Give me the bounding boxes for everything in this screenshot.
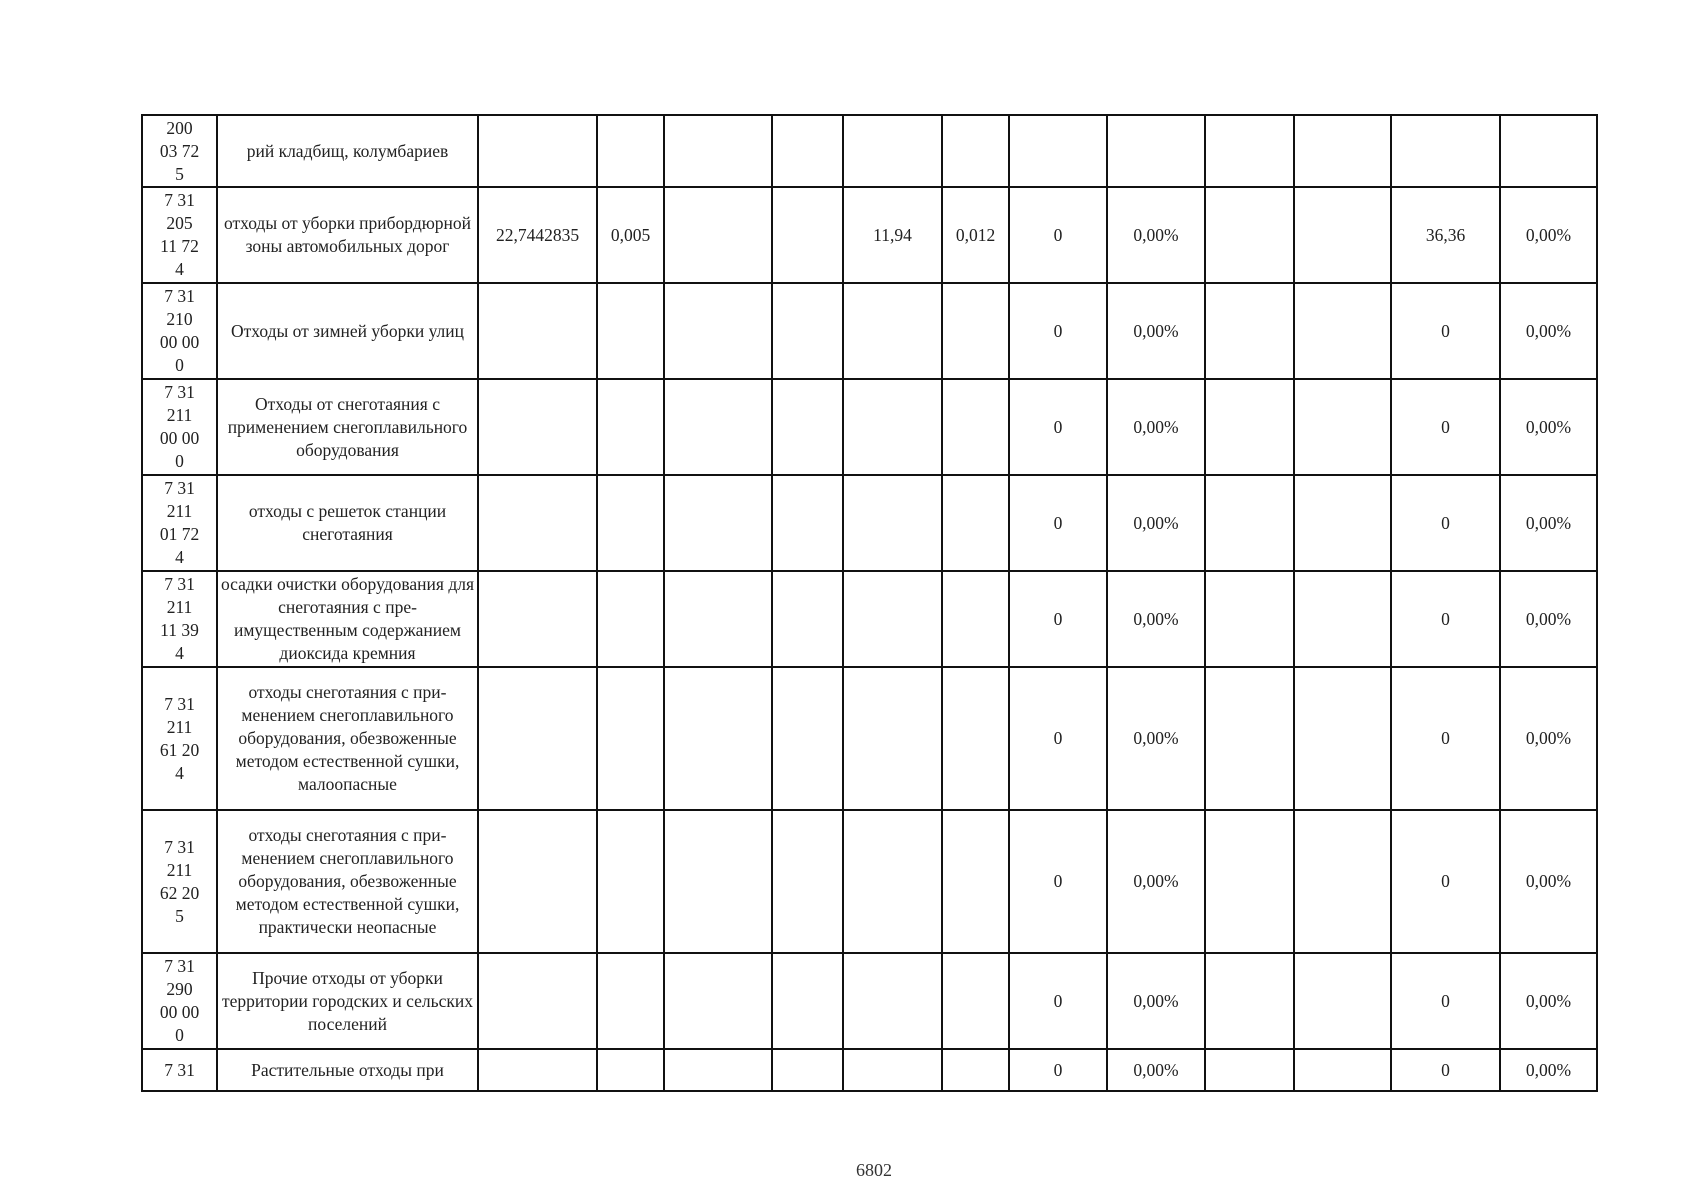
waste-code-line: 01 72 <box>159 524 200 544</box>
value-cell <box>664 667 772 810</box>
value-cell <box>664 1049 772 1091</box>
value-cell <box>843 1049 942 1091</box>
value-cell: 0,00% <box>1107 379 1205 475</box>
value-cell: 0 <box>1391 810 1500 953</box>
value-cell <box>1205 1049 1294 1091</box>
value-cell <box>1009 115 1107 187</box>
value-cell: 0,00% <box>1107 187 1205 283</box>
waste-code-line: 00 00 <box>159 1002 200 1022</box>
waste-code-cell <box>142 283 217 379</box>
waste-code-cell <box>142 379 217 475</box>
value-cell <box>478 1049 597 1091</box>
value-cell: 0,00% <box>1107 810 1205 953</box>
value-cell <box>1294 115 1391 187</box>
waste-code-cell <box>142 115 217 187</box>
waste-name-cell: Прочие отходы от уборки территории городских и сельских поселений <box>217 953 478 1049</box>
waste-code-line: 7 31 <box>164 693 195 714</box>
value-cell <box>478 810 597 953</box>
value-cell <box>664 810 772 953</box>
value-cell: 0 <box>1009 667 1107 810</box>
waste-code-line: 7 31 <box>164 478 195 498</box>
value-cell: 0 <box>1391 571 1500 667</box>
value-cell <box>843 283 942 379</box>
waste-code-line: 0 <box>175 355 184 375</box>
value-cell <box>843 115 942 187</box>
value-cell <box>942 667 1009 810</box>
value-cell <box>843 475 942 571</box>
value-cell <box>942 571 1009 667</box>
table-row <box>142 667 1597 810</box>
value-cell <box>942 115 1009 187</box>
waste-code-line: 7 31 <box>164 190 195 210</box>
value-cell <box>1205 810 1294 953</box>
value-cell: 0 <box>1009 475 1107 571</box>
waste-code-line: 7 31 <box>164 286 195 306</box>
waste-table <box>141 114 1598 1092</box>
value-cell <box>772 667 843 810</box>
waste-name-cell: отходы снеготаяния с применением снегоплавильного оборудования, обезвоженные методом естественной сушки, практически неопасные <box>217 810 478 953</box>
value-cell: 0 <box>1391 1049 1500 1091</box>
value-cell: 0,00% <box>1107 1049 1205 1091</box>
value-cell <box>1205 187 1294 283</box>
value-cell: 0 <box>1009 571 1107 667</box>
value-cell <box>664 475 772 571</box>
value-cell <box>478 379 597 475</box>
page-number: 6802 <box>856 1160 892 1180</box>
table-row <box>142 571 1597 667</box>
value-cell <box>597 475 664 571</box>
waste-code-line: 211 <box>166 501 193 521</box>
waste-code-line: 62 20 <box>159 882 200 903</box>
waste-code-cell <box>142 667 217 810</box>
waste-code-line: 4 <box>175 643 184 663</box>
value-cell <box>664 953 772 1049</box>
value-cell: 0 <box>1009 953 1107 1049</box>
waste-code-line: 211 <box>166 716 193 737</box>
value-cell: 0,00% <box>1107 667 1205 810</box>
value-cell <box>772 1049 843 1091</box>
value-cell: 0,005 <box>597 187 664 283</box>
value-cell <box>1294 475 1391 571</box>
waste-code-cell <box>142 475 217 571</box>
waste-code-cell <box>142 953 217 1049</box>
value-cell <box>664 571 772 667</box>
value-cell: 11,94 <box>843 187 942 283</box>
value-cell <box>1107 115 1205 187</box>
value-cell <box>1294 571 1391 667</box>
waste-code-line: 7 31 <box>164 956 195 976</box>
value-cell: 22,7442835 <box>478 187 597 283</box>
table-row <box>142 475 1597 571</box>
value-cell <box>942 953 1009 1049</box>
waste-code-line: 0 <box>175 451 184 471</box>
value-cell <box>478 571 597 667</box>
value-cell <box>843 810 942 953</box>
table-row <box>142 953 1597 1049</box>
value-cell: 0,00% <box>1107 953 1205 1049</box>
value-cell <box>1294 1049 1391 1091</box>
table-row <box>142 115 1597 187</box>
waste-code-cell <box>142 1049 217 1091</box>
value-cell: 36,36 <box>1391 187 1500 283</box>
value-cell <box>772 187 843 283</box>
table-row <box>142 1049 1597 1091</box>
value-cell <box>597 810 664 953</box>
waste-code-line: 7 31 <box>164 574 195 594</box>
value-cell <box>597 667 664 810</box>
value-cell: 0,012 <box>942 187 1009 283</box>
waste-code-line: 211 <box>166 405 193 425</box>
value-cell <box>1294 953 1391 1049</box>
value-cell <box>1294 187 1391 283</box>
value-cell: 0 <box>1009 379 1107 475</box>
waste-code-line: 7 31 <box>164 1059 195 1080</box>
waste-code-line: 290 <box>166 979 193 999</box>
value-cell <box>478 667 597 810</box>
value-cell <box>772 810 843 953</box>
waste-code-cell <box>142 810 217 953</box>
waste-name-cell: Отходы от снеготаяния с применением снегоплавильного оборудования <box>217 379 478 475</box>
waste-code-line: 211 <box>166 859 193 880</box>
value-cell <box>772 475 843 571</box>
waste-name-cell: отходы с решеток станции снеготаяния <box>217 475 478 571</box>
value-cell <box>597 115 664 187</box>
value-cell <box>664 379 772 475</box>
value-cell: 0 <box>1009 187 1107 283</box>
value-cell <box>772 283 843 379</box>
value-cell <box>597 953 664 1049</box>
waste-code-line: 7 31 <box>164 382 195 402</box>
waste-code-line: 61 20 <box>159 739 200 760</box>
value-cell <box>772 379 843 475</box>
value-cell: 0,00% <box>1500 187 1597 283</box>
value-cell: 0,00% <box>1500 475 1597 571</box>
value-cell: 0 <box>1391 667 1500 810</box>
value-cell: 0,00% <box>1500 571 1597 667</box>
waste-code-line: 0 <box>175 1025 184 1045</box>
value-cell <box>1205 283 1294 379</box>
value-cell <box>1205 115 1294 187</box>
value-cell <box>478 475 597 571</box>
value-cell: 0,00% <box>1500 953 1597 1049</box>
value-cell <box>1205 953 1294 1049</box>
value-cell <box>942 379 1009 475</box>
waste-code-line: 5 <box>175 905 184 926</box>
value-cell <box>1294 283 1391 379</box>
value-cell <box>1205 379 1294 475</box>
value-cell: 0,00% <box>1500 379 1597 475</box>
waste-code-cell <box>142 571 217 667</box>
waste-name-cell: отходы от уборки прибордюрной зоны автомобильных дорог <box>217 187 478 283</box>
value-cell <box>597 283 664 379</box>
value-cell <box>1205 475 1294 571</box>
waste-name-cell: Отходы от зимней уборки улиц <box>217 283 478 379</box>
value-cell <box>478 115 597 187</box>
value-cell <box>1391 115 1500 187</box>
value-cell: 0,00% <box>1107 475 1205 571</box>
waste-name-cell: Растительные отходы при <box>217 1049 478 1091</box>
waste-name-cell: отходы снеготаяния с применением снегоплавильного оборудования, обезвоженные методом естественной сушки, малоопасные <box>217 667 478 810</box>
value-cell <box>1500 115 1597 187</box>
waste-code-line: 7 31 <box>164 836 195 857</box>
waste-code-line: 00 00 <box>159 428 200 448</box>
table-row <box>142 379 1597 475</box>
waste-code-line: 210 <box>166 309 193 329</box>
value-cell <box>1205 571 1294 667</box>
value-cell: 0 <box>1009 1049 1107 1091</box>
waste-code-line: 205 <box>166 213 193 233</box>
value-cell: 0 <box>1009 283 1107 379</box>
value-cell <box>843 379 942 475</box>
value-cell <box>664 115 772 187</box>
waste-name-cell: осадки очистки оборудования для снеготаяния с преимущественным содержанием диоксида кремния <box>217 571 478 667</box>
value-cell: 0 <box>1391 953 1500 1049</box>
value-cell <box>942 810 1009 953</box>
value-cell <box>1294 810 1391 953</box>
value-cell <box>1294 667 1391 810</box>
waste-code-line: 11 39 <box>160 620 199 640</box>
value-cell: 0,00% <box>1107 571 1205 667</box>
waste-code-line: 5 <box>175 163 184 184</box>
value-cell <box>597 379 664 475</box>
value-cell <box>772 115 843 187</box>
value-cell <box>478 953 597 1049</box>
table-row <box>142 187 1597 283</box>
waste-code-line: 4 <box>175 547 184 567</box>
value-cell: 0,00% <box>1500 283 1597 379</box>
waste-code-line: 200 <box>166 117 193 138</box>
waste-code-line: 11 72 <box>160 236 199 256</box>
value-cell <box>664 187 772 283</box>
waste-code-cell <box>142 187 217 283</box>
value-cell <box>942 1049 1009 1091</box>
value-cell <box>664 283 772 379</box>
value-cell <box>478 283 597 379</box>
waste-name-cell: рий кладбищ, колумбариев <box>217 115 478 187</box>
waste-code-line: 03 72 <box>159 140 200 161</box>
waste-code-line: 4 <box>175 259 184 279</box>
table-row <box>142 283 1597 379</box>
value-cell <box>843 667 942 810</box>
value-cell <box>597 1049 664 1091</box>
value-cell: 0,00% <box>1107 283 1205 379</box>
value-cell: 0 <box>1009 810 1107 953</box>
value-cell <box>843 571 942 667</box>
value-cell: 0 <box>1391 379 1500 475</box>
value-cell <box>1294 379 1391 475</box>
value-cell: 0,00% <box>1500 1049 1597 1091</box>
value-cell <box>597 571 664 667</box>
value-cell <box>843 953 942 1049</box>
value-cell: 0,00% <box>1500 667 1597 810</box>
value-cell: 0,00% <box>1500 810 1597 953</box>
table-row <box>142 810 1597 953</box>
value-cell <box>942 475 1009 571</box>
value-cell <box>1205 667 1294 810</box>
waste-code-line: 211 <box>166 597 193 617</box>
waste-code-line: 00 00 <box>159 332 200 352</box>
value-cell: 0 <box>1391 475 1500 571</box>
waste-code-line: 4 <box>175 762 184 783</box>
value-cell <box>772 571 843 667</box>
value-cell <box>772 953 843 1049</box>
value-cell: 0 <box>1391 283 1500 379</box>
value-cell <box>942 283 1009 379</box>
